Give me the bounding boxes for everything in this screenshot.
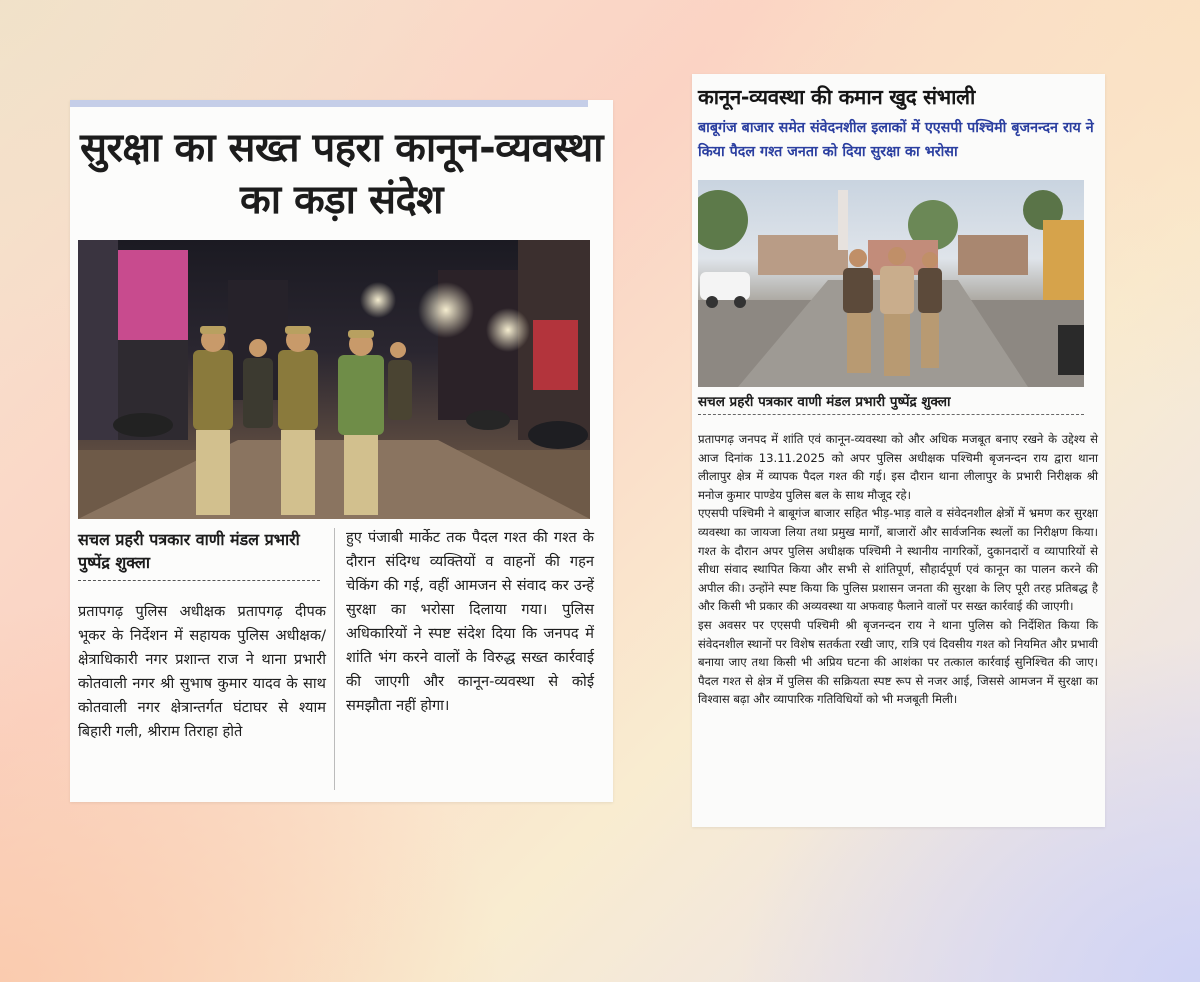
right-subheadline: बाबूगंज बाजार समेत संवेदनशील इलाकों में एएसपी पश्चिमी बृजनन्दन राय ने किया पैदल गश्त जनता को दिया सुरक्षा का भरोसा xyxy=(698,120,1094,160)
right-photo-police-day-patrol xyxy=(698,180,1084,387)
left-news-clipping xyxy=(70,100,613,802)
right-article-body xyxy=(698,430,1098,709)
article-paragraph: इस अवसर पर एएसपी पश्चिमी श्री बृजनन्दन राय ने थाना पुलिस को निर्देशित किया कि संवेदनशील स्थानों पर विशेष सतर्कता रखी जाए, रात्रि एवं दिवसीय गश्त को नियमित और प्रभावी बनाया जाए तथा किसी भी अप्रिय घटना की आशंका पर तत्काल कार्रवाई सुनिश्चित की जाए।पैदल गश्त से क्षेत्र में पुलिस की सक्रियता स्पष्ट रूप से नजर आई, जिससे आमजन में सुरक्षा का विश्वास बढ़ा और व्यापारिक गतिविधियों को भी मजबूती मिली। xyxy=(698,617,1098,707)
caption-rule xyxy=(698,414,1084,415)
article-paragraph: प्रतापगढ़ जनपद में शांति एवं कानून-व्यवस्था को और अधिक मजबूत बनाए रखने के उद्देश्य से आज दिनांक 13.11.2025 को अपर पुलिस अधीक्षक पश्चिमी बृजनन्दन राय द्वारा थाना लीलापुर क्षेत्र में व्यापक पैदल गश्त की गई। इस दौरान थाना लीलापुर के प्रभारी निरीक्षक श्री मनोज कुमार पाण्डेय पुलिस बल के साथ मौजूद रहे। xyxy=(698,432,1098,502)
caption-rule xyxy=(78,580,320,581)
left-photo-police-night-patrol xyxy=(78,240,590,519)
left-body-column-1: प्रतापगढ़ पुलिस अधीक्षक प्रतापगढ़ दीपक भूकर के निर्देशन में सहायक पुलिस अधीक्षक/क्षेत्राधिकारी नगर प्रशान्त राज ने थाना प्रभारी कोतवाली नगर श्री सुभाष कुमार यादव के साथ कोतवाली नगर क्षेत्रान्तर्गत घंटाघर से श्याम बिहारी गली, श्रीराम तिराहा होते xyxy=(78,603,326,740)
right-news-clipping xyxy=(692,74,1105,827)
right-headline: कानून-व्यवस्था की कमान खुद संभाली xyxy=(698,85,976,109)
left-photo-caption: सचल प्रहरी पत्रकार वाणी मंडल प्रभारी पुष्पेंद्र शुक्ला xyxy=(78,530,300,572)
left-headline: सुरक्षा का सख्त पहरा कानून-व्यवस्था का कड़ा संदेश xyxy=(80,125,603,223)
day-market-scene xyxy=(698,180,1084,387)
night-street-scene xyxy=(78,240,590,519)
top-rule xyxy=(70,100,588,107)
column-divider xyxy=(334,528,335,790)
left-body-column-2: हुए पंजाबी मार्केट तक पैदल गश्त की गश्त के दौरान संदिग्ध व्यक्तियों व वाहनों की गहन चेकिंग की गई, वहीं आमजन से संवाद कर उन्हें सुरक्षा का भरोसा दिलाया गया। पुलिस अधिकारियों ने स्पष्ट संदेश दिया कि जनपद में शांति भंग करने वालों के विरुद्ध सख्त कार्रवाई की जाएगी और कानून-व्यवस्था से कोई समझौता नहीं होगा। xyxy=(346,529,594,714)
right-photo-caption: सचल प्रहरी पत्रकार वाणी मंडल प्रभारी पुष्पेंद्र शुक्ला xyxy=(698,394,951,410)
article-paragraph: एएसपी पश्चिमी ने बाबूगंज बाजार सहित भीड़-भाड़ वाले व संवेदनशील क्षेत्रों में भ्रमण कर सुरक्षा व्यवस्था का जायजा लिया तथा प्रमुख मार्गों, बाजारों और सार्वजनिक स्थलों का निरीक्षण किया।गश्त के दौरान अपर पुलिस अधीक्षक पश्चिमी ने स्थानीय नागरिकों, दुकानदारों व व्यापारियों से सीधा संवाद स्थापित किया और सभी से शांतिपूर्ण, सौहार्दपूर्ण एवं कानून का पालन करने की अपील की। उन्होंने स्पष्ट किया कि पुलिस प्रशासन जनता की सुरक्षा के लिए पूरी तरह प्रतिबद्ध है और किसी भी प्रकार की अव्यवस्था या अफवाह फैलाने वालों पर सख्त कार्रवाई की जाएगी। xyxy=(698,506,1098,614)
